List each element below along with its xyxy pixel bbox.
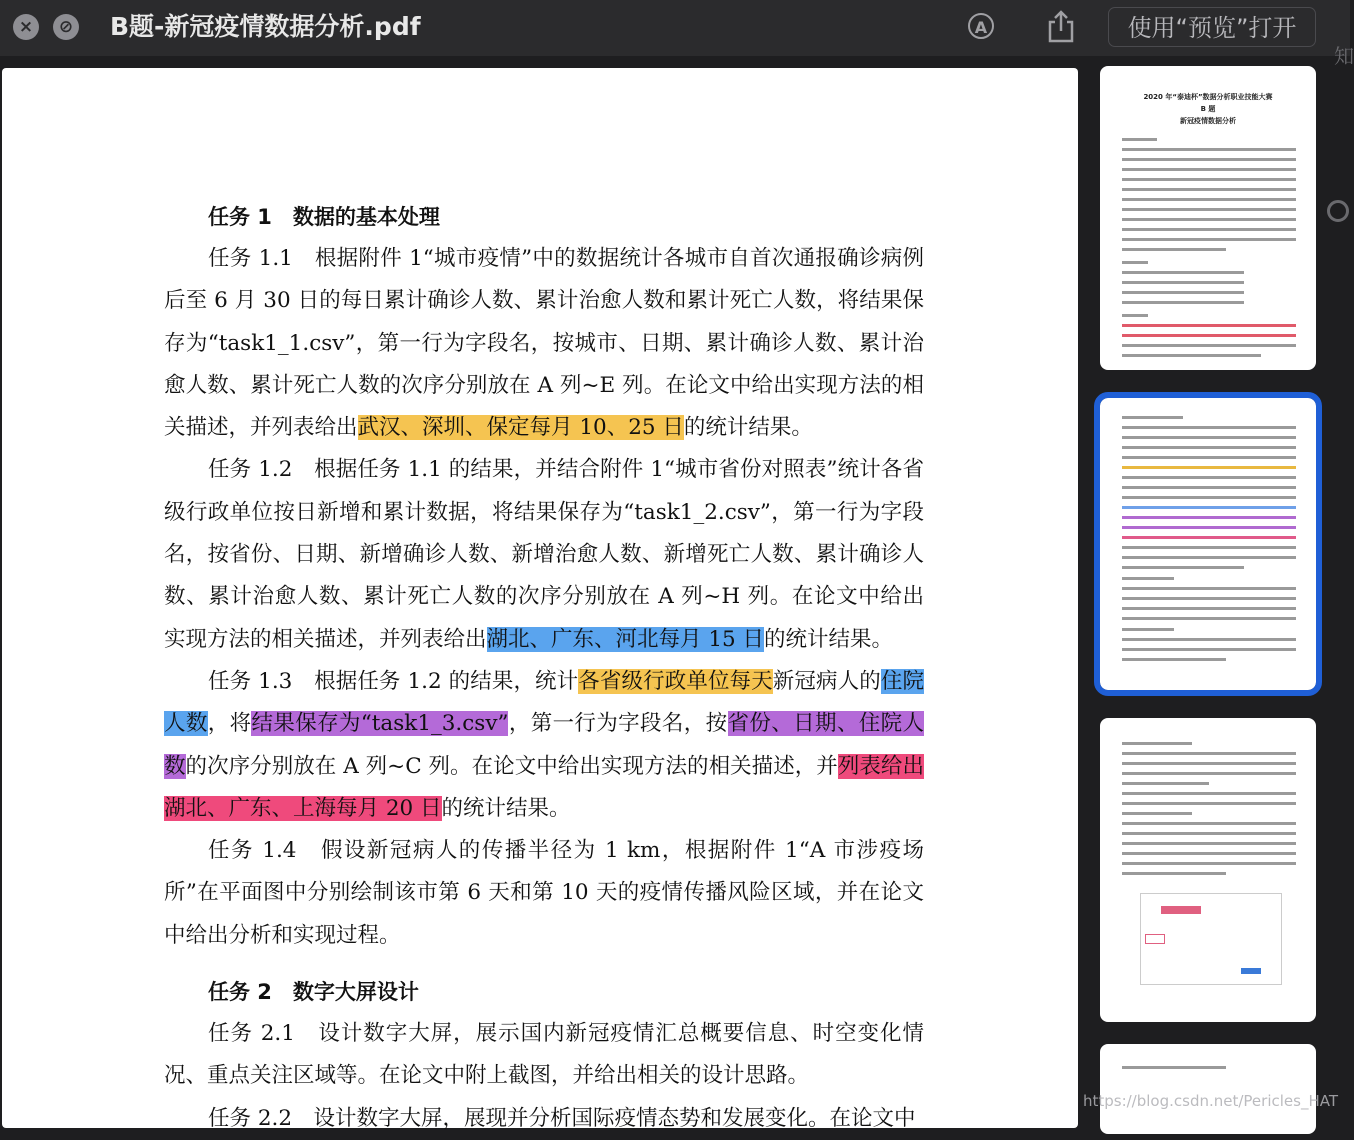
paragraph-text: 设计数字大屏，展现并分析国际疫情态势和发展变化。在论文中 [313,1105,916,1131]
highlight-blue: 住院人数 [164,668,924,737]
thumbnail-subtitle-2: 新冠疫情数据分析 [1180,117,1236,125]
task-paragraph [164,238,924,449]
task-paragraph [164,449,924,660]
page-thumbnail-3[interactable] [1100,718,1316,1022]
background-window-text: 知 [1334,44,1354,68]
highlight-red: 列表给出湖北、广东、上海每月 20 日 [164,753,924,821]
page-thumbnail-1[interactable] [1100,66,1316,370]
task-paragraph [164,830,924,957]
paragraph-text: 的统计结果。 [441,795,571,821]
title-bar [0,0,1354,68]
paragraph-text: 设计数字大屏，展示国内新冠疫情汇总概要信息、时空变化情况、重点关注区域等。在论文中附上截图，并给出相关的设计思路。 [164,1021,924,1089]
paragraph-text: 的统计结果。 [764,626,894,652]
task-label: 任务 1.1 [208,246,293,271]
page-thumbnail-2[interactable] [1100,398,1316,690]
task-label: 任务 1.4 [208,838,297,864]
paragraph-text: 根据任务 1.1 的结果，并结合附件 1“城市省份对照表”统计各省级行政单位按日新增和累计数据，将结果保存为“task1_2.csv”，第一行为字段名，按省份、日期、新增确诊人数、新增治愈人数、新增死亡人数、累计确诊人数、累计治愈人数、累计死亡人数的次序分别放在 A 列~H 列。在论文中给出实现方法的相关描述，并列表给出 [164,457,924,652]
thumbnail-subtitle: B 题 [1200,105,1216,113]
search-icon [1327,200,1349,222]
task-label: 任务 2.1 [208,1021,295,1047]
section-heading: 任务 2 数字大屏设计 [208,980,419,1005]
thumbnail-text-lines [1122,138,1296,364]
close-icon[interactable]: × [13,14,39,40]
section-heading: 任务 1 数据的基本处理 [208,205,440,229]
highlight-purple: 省份、日期、住院人数 [164,711,924,779]
thumbnail-title: 2020 年“泰迪杯”数据分析职业技能大赛 [1143,93,1273,101]
document-title: B题-新冠疫情数据分析.pdf [110,12,421,41]
paragraph-text: ，将 [207,711,252,737]
task-label: 任务 2.2 [208,1105,293,1131]
task-paragraph [164,661,924,830]
paragraph-text: 的统计结果。 [683,415,813,441]
share-icon[interactable] [1046,10,1076,44]
paragraph-text: 新冠病人的 [772,668,881,694]
task-paragraph [164,1013,924,1098]
minimize-icon[interactable]: ⊘ [53,14,79,40]
page-thumbnail-4[interactable] [1100,1044,1316,1134]
task-label: 任务 1.2 [208,457,293,483]
highlight-blue: 湖北、广东、河北每月 15 日 [486,626,765,652]
watermark-text: https://blog.csdn.net/Pericles_HAT [1082,1092,1338,1110]
thumbnail-text-lines [1122,1066,1296,1076]
highlight-yellow: 各省级行政单位每天 [578,668,773,694]
paragraph-text: ，第一行为字段名，按 [508,711,728,737]
task-label: 任务 1.3 [208,668,293,694]
thumbnail-text-lines [1122,742,1296,882]
highlight-purple: 结果保存为“task1_3.csv” [251,711,509,737]
open-with-preview-button[interactable]: 使用“预览”打开 [1108,7,1316,47]
paragraph-text: 假设新冠病人的传播半径为 1 km，根据附件 1“A 市涉疫场所”在平面图中分别绘制该市第 6 天和第 10 天的疫情传播风险区域，并在论文中给出分析和实现过程。 [164,838,924,948]
task-paragraph [164,1098,924,1140]
highlight-yellow: 武汉、深圳、保定每月 10、25 日 [357,415,684,441]
page-content [164,196,924,1140]
pdf-page [2,68,1078,1131]
markup-icon[interactable]: A [968,13,994,39]
paragraph-text: 根据附件 1“城市疫情”中的数据统计各城市自首次通报确诊病例后至 6 月 30 日的每日累计确诊人数、累计治愈人数和累计死亡人数，将结果保存为“task1_1.csv”，第一行为字段名，按城市、日期、累计确诊人数、累计治愈人数、累计死亡人数的次序分别放在 A 列~E 列。在论文中给出实现方法的相关描述，并列表给出 [164,246,924,441]
thumbnail-text-lines [1122,416,1296,668]
paragraph-text: 的次序分别放在 A 列~C 列。在论文中给出实现方法的相关描述，并 [185,753,838,779]
paragraph-text: 根据任务 1.2 的结果，统计 [314,668,579,694]
thumbnail-figure [1140,893,1282,985]
